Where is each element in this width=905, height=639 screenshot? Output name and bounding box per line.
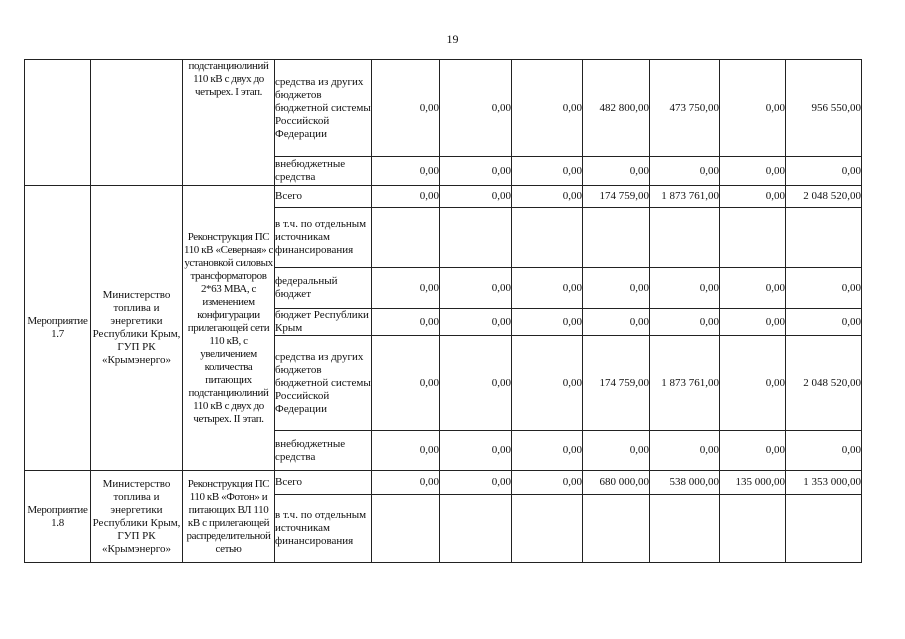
value-cell: 956 550,00 [786, 60, 862, 157]
value-cell: 0,00 [372, 309, 440, 336]
value-cell: 0,00 [786, 309, 862, 336]
value-cell: 0,00 [372, 336, 440, 431]
value-cell: 0,00 [512, 186, 583, 208]
funding-source-cell: внебюджетные средства [275, 431, 372, 471]
value-cell [786, 208, 862, 268]
funding-source-cell: средства из других бюджетов бюджетной системы Российской Федерации [275, 336, 372, 431]
funding-source-cell: в т.ч. по отдельным источникам финансирования [275, 495, 372, 563]
value-cell: 0,00 [512, 471, 583, 495]
value-cell: 0,00 [583, 431, 650, 471]
value-cell: 0,00 [720, 186, 786, 208]
value-cell [512, 495, 583, 563]
value-cell: 482 800,00 [583, 60, 650, 157]
value-cell: 0,00 [583, 157, 650, 186]
funding-source-cell: федеральный бюджет [275, 268, 372, 309]
funding-source-cell: бюджет Республики Крым [275, 309, 372, 336]
executor-cell [91, 60, 183, 186]
value-cell: 473 750,00 [650, 60, 720, 157]
value-cell: 0,00 [786, 431, 862, 471]
value-cell: 0,00 [512, 157, 583, 186]
description-cell: Реконструкция ПС 110 кВ «Фотон» и питающих ВЛ 110 кВ с прилегающей распределительной сетью [183, 471, 275, 563]
value-cell: 0,00 [440, 431, 512, 471]
value-cell: 0,00 [720, 157, 786, 186]
value-cell: 0,00 [440, 60, 512, 157]
value-cell: 135 000,00 [720, 471, 786, 495]
event-cell: Мероприятие 1.8 [25, 471, 91, 563]
funding-source-cell: средства из других бюджетов бюджетной системы Российской Федерации [275, 60, 372, 157]
value-cell: 0,00 [372, 60, 440, 157]
value-cell: 0,00 [786, 157, 862, 186]
value-cell: 0,00 [440, 471, 512, 495]
page-number: 19 [446, 32, 459, 46]
value-cell: 0,00 [583, 268, 650, 309]
value-cell: 0,00 [372, 431, 440, 471]
value-cell [512, 208, 583, 268]
value-cell: 0,00 [650, 157, 720, 186]
value-cell [720, 495, 786, 563]
value-cell: 0,00 [372, 157, 440, 186]
value-cell: 0,00 [786, 268, 862, 309]
value-cell: 2 048 520,00 [786, 186, 862, 208]
value-cell: 0,00 [372, 186, 440, 208]
executor-cell: Министерство топлива и энергетики Республики Крым, ГУП РК «Крымэнерго» [91, 471, 183, 563]
value-cell: 0,00 [650, 309, 720, 336]
value-cell: 680 000,00 [583, 471, 650, 495]
value-cell: 2 048 520,00 [786, 336, 862, 431]
value-cell: 0,00 [720, 268, 786, 309]
value-cell: 0,00 [512, 431, 583, 471]
value-cell: 0,00 [512, 336, 583, 431]
funding-source-cell: в т.ч. по отдельным источникам финансирования [275, 208, 372, 268]
value-cell: 0,00 [720, 309, 786, 336]
value-cell [650, 208, 720, 268]
event-cell: Мероприятие 1.7 [25, 186, 91, 471]
table-row [25, 186, 862, 208]
value-cell: 538 000,00 [650, 471, 720, 495]
value-cell: 0,00 [650, 268, 720, 309]
value-cell: 174 759,00 [583, 186, 650, 208]
funding-source-cell: Всего [275, 186, 372, 208]
value-cell [650, 495, 720, 563]
description-cell: Реконструкция ПС 110 кВ «Северная» с установкой силовых трансформаторов 2*63 МВА, с изменением конфигурации прилегающей сети 110 кВ, с увеличением количества питающих подстанциюлиний 110 кВ с двух до четырех. II этап. [183, 186, 275, 471]
value-cell: 1 873 761,00 [650, 186, 720, 208]
executor-cell: Министерство топлива и энергетики Республики Крым, ГУП РК «Крымэнерго» [91, 186, 183, 471]
value-cell [440, 208, 512, 268]
value-cell: 0,00 [720, 60, 786, 157]
value-cell: 0,00 [512, 268, 583, 309]
budget-table [24, 59, 862, 563]
value-cell [720, 208, 786, 268]
value-cell: 0,00 [440, 309, 512, 336]
value-cell: 0,00 [650, 431, 720, 471]
value-cell: 0,00 [440, 268, 512, 309]
value-cell: 0,00 [372, 268, 440, 309]
funding-source-cell: внебюджетные средства [275, 157, 372, 186]
table-row [25, 60, 862, 157]
value-cell: 1 353 000,00 [786, 471, 862, 495]
value-cell: 174 759,00 [583, 336, 650, 431]
value-cell: 0,00 [512, 309, 583, 336]
value-cell: 0,00 [372, 471, 440, 495]
value-cell [786, 495, 862, 563]
value-cell: 0,00 [512, 60, 583, 157]
value-cell: 0,00 [440, 157, 512, 186]
value-cell: 0,00 [720, 431, 786, 471]
value-cell: 1 873 761,00 [650, 336, 720, 431]
value-cell [440, 495, 512, 563]
value-cell [372, 208, 440, 268]
value-cell [583, 495, 650, 563]
value-cell: 0,00 [440, 336, 512, 431]
value-cell: 0,00 [720, 336, 786, 431]
description-cell: подстанциюлиний 110 кВ с двух до четырех. I этап. [183, 60, 275, 186]
value-cell [583, 208, 650, 268]
table-row [25, 471, 862, 495]
value-cell: 0,00 [583, 309, 650, 336]
event-cell [25, 60, 91, 186]
value-cell: 0,00 [440, 186, 512, 208]
funding-source-cell: Всего [275, 471, 372, 495]
value-cell [372, 495, 440, 563]
